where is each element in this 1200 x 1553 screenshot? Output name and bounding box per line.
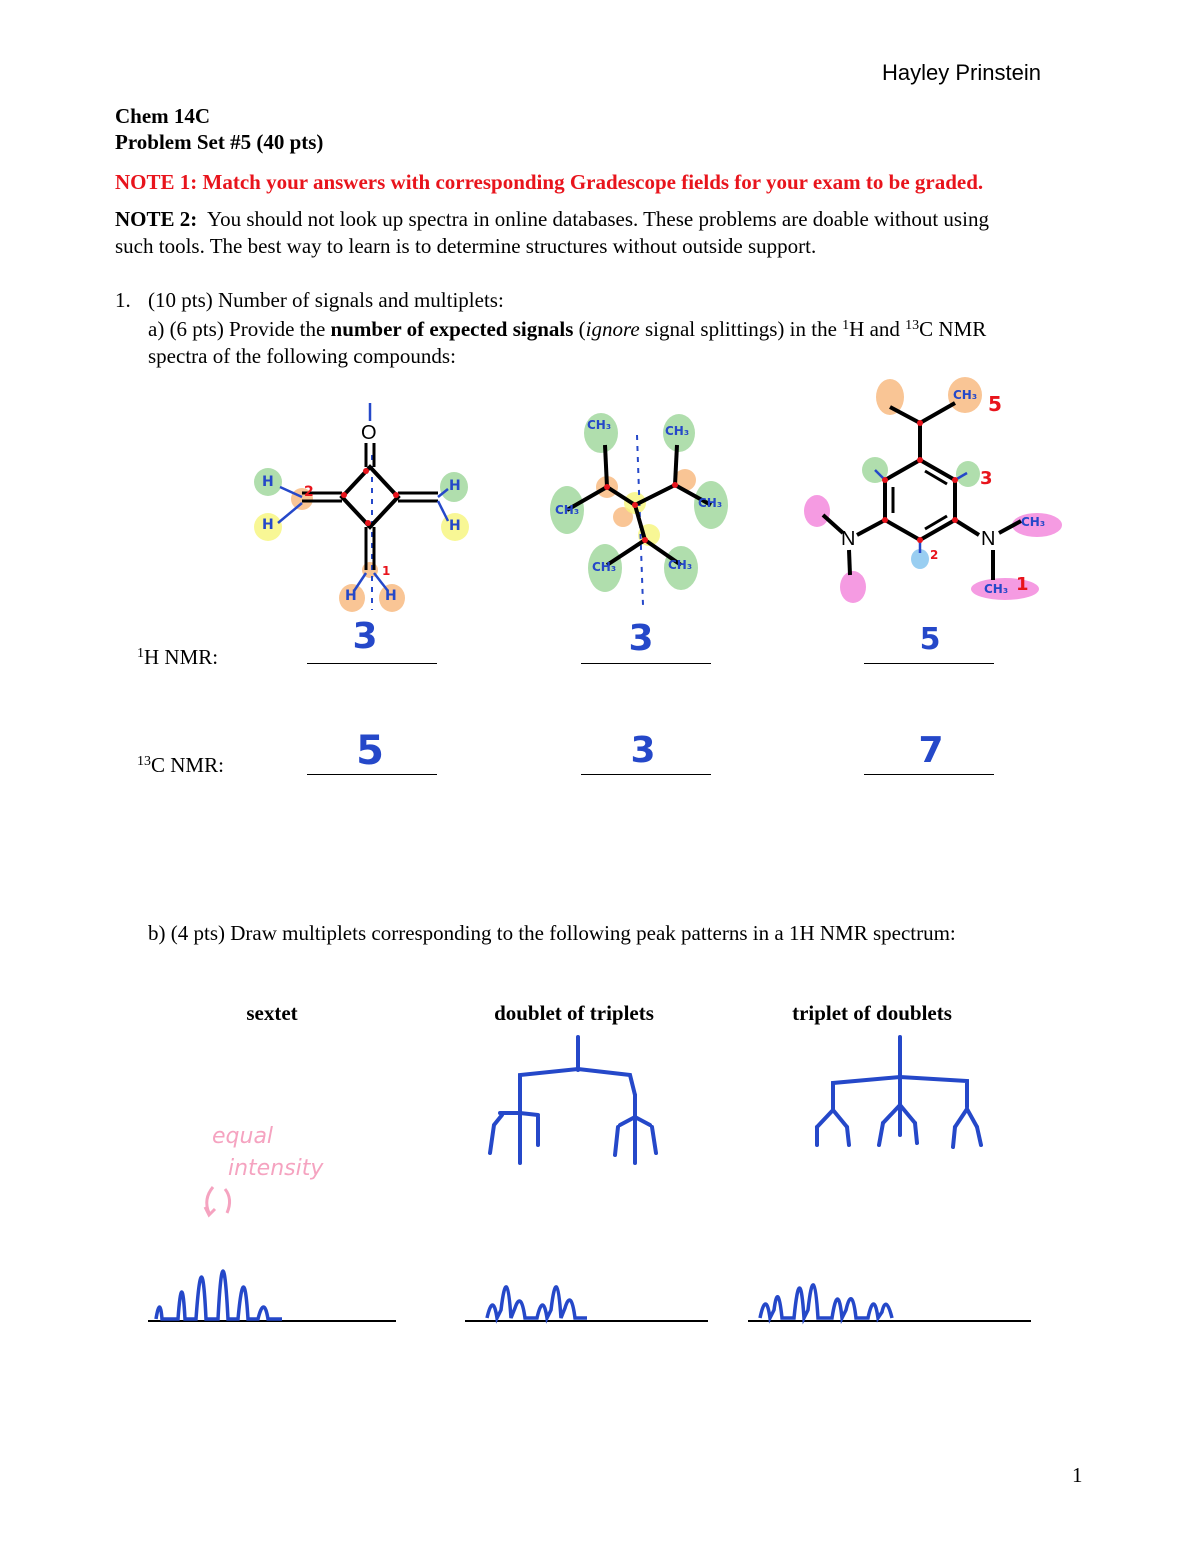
mark-2: 2 bbox=[930, 548, 939, 562]
h-nmr-answer-2: 3 bbox=[628, 618, 654, 659]
carbon-mark bbox=[393, 492, 399, 498]
course-title: Chem 14C bbox=[115, 104, 211, 128]
question-1b-text: b) (4 pts) Draw multiplets corresponding to the following peak patterns in a 1H NMR spectrum: bbox=[148, 921, 956, 945]
c-nmr-answer-2: 3 bbox=[630, 730, 656, 771]
q1a-sup-1: 1 bbox=[842, 318, 850, 333]
h-label: H bbox=[262, 517, 274, 533]
q1a-sup-13: 13 bbox=[905, 318, 920, 333]
h-label: H bbox=[449, 518, 461, 534]
question-1-number: 1. bbox=[115, 288, 131, 312]
methyl-label: CH₃ bbox=[587, 418, 612, 432]
h-label: H bbox=[385, 588, 397, 604]
methyl-label: CH₃ bbox=[592, 560, 617, 574]
answer-blank[interactable] bbox=[307, 774, 437, 775]
spectrum-sextet bbox=[148, 1215, 398, 1325]
carbon-mark bbox=[882, 517, 888, 523]
answer-blank[interactable] bbox=[581, 774, 711, 775]
splitting-tree-triplet-of-doublets bbox=[805, 1035, 990, 1150]
carbon-mark bbox=[882, 477, 888, 483]
q1a-italic: ignore bbox=[585, 317, 640, 341]
annotation-intensity: intensity bbox=[228, 1156, 324, 1181]
mark-1: 1 bbox=[382, 564, 391, 578]
mark-1: 1 bbox=[1016, 574, 1029, 595]
page-number: 1 bbox=[1072, 1463, 1083, 1487]
question-1a-line-1 bbox=[148, 316, 986, 342]
methyl-label: CH₃ bbox=[1021, 515, 1046, 529]
note-2-label: NOTE 2: bbox=[115, 207, 198, 231]
hl-pink bbox=[804, 495, 830, 527]
hl-green bbox=[956, 461, 980, 487]
answer-blank[interactable] bbox=[581, 663, 711, 664]
h-label: H bbox=[449, 478, 461, 494]
carbon-mark bbox=[917, 457, 923, 463]
hl-orange bbox=[876, 379, 904, 415]
pattern-label-triplet-of-doublets: triplet of doublets bbox=[792, 1001, 952, 1025]
note-1: NOTE 1: Match your answers with corresponding Gradescope fields for your exam to be graded. bbox=[115, 170, 984, 194]
h-nmr-answer-3: 5 bbox=[919, 622, 941, 657]
methyl-label: CH₃ bbox=[984, 582, 1009, 596]
author-name: Hayley Prinstein bbox=[882, 60, 1041, 85]
structure-3-diagram bbox=[795, 375, 1065, 605]
splitting-tree-doublet-of-triplets bbox=[480, 1035, 670, 1170]
h-nmr-label bbox=[137, 644, 218, 670]
carbon-mark bbox=[917, 537, 923, 543]
h-label: H bbox=[345, 588, 357, 604]
c-nmr-text: C NMR: bbox=[151, 753, 224, 777]
note-2-text: You should not look up spectra in online databases. These problems are doable without using bbox=[207, 207, 989, 231]
carbon-mark bbox=[365, 520, 371, 526]
h-nmr-answer-1: 3 bbox=[352, 616, 378, 657]
question-1-heading: (10 pts) Number of signals and multiplets: bbox=[148, 288, 504, 312]
q1a-mid: signal splittings) in the bbox=[639, 317, 843, 341]
carbon-mark bbox=[632, 502, 638, 508]
methyl-label: CH₃ bbox=[953, 388, 978, 402]
nitrogen-label: N bbox=[841, 528, 856, 550]
methyl-label: CH₃ bbox=[555, 503, 580, 517]
answer-blank[interactable] bbox=[864, 774, 994, 775]
mark-5: 5 bbox=[988, 392, 1002, 416]
answer-blank[interactable] bbox=[307, 663, 437, 664]
methyl-label: CH₃ bbox=[668, 558, 693, 572]
q1a-paren: ( bbox=[573, 317, 586, 341]
methyl-label: CH₃ bbox=[665, 424, 690, 438]
c-nmr-answer-1: 5 bbox=[356, 728, 384, 774]
mark-2: 2 bbox=[304, 484, 314, 500]
carbon-mark bbox=[952, 517, 958, 523]
methyl-label: CH₃ bbox=[698, 496, 723, 510]
note-2-line-1 bbox=[115, 206, 989, 232]
q1a-h: H and bbox=[849, 317, 906, 341]
carbon-mark bbox=[642, 537, 648, 543]
q1a-bold: number of expected signals bbox=[330, 317, 574, 341]
mark-3: 3 bbox=[980, 468, 993, 489]
q1a-c: C NMR bbox=[919, 317, 987, 341]
spectrum-doublet-of-triplets bbox=[465, 1250, 710, 1325]
q1a-prefix: a) (6 pts) Provide the bbox=[148, 317, 331, 341]
oxygen-label: O bbox=[361, 422, 377, 444]
answer-blank[interactable] bbox=[864, 663, 994, 664]
nitrogen-label: N bbox=[981, 528, 996, 550]
carbon-mark bbox=[341, 492, 347, 498]
h-label: H bbox=[262, 474, 274, 490]
pattern-label-sextet: sextet bbox=[246, 1001, 298, 1025]
h-nmr-sup: 1 bbox=[137, 646, 144, 661]
carbon-mark bbox=[363, 468, 369, 474]
spectrum-triplet-of-doublets bbox=[748, 1250, 1033, 1325]
c-nmr-answer-3: 7 bbox=[918, 730, 944, 771]
annotation-equal: equal bbox=[212, 1124, 274, 1149]
question-1a-line-2: spectra of the following compounds: bbox=[148, 344, 456, 368]
carbon-mark bbox=[604, 484, 610, 490]
carbon-mark bbox=[952, 477, 958, 483]
c-nmr-sup: 13 bbox=[137, 754, 151, 769]
carbon-mark bbox=[917, 420, 923, 426]
hl-pink bbox=[840, 571, 866, 603]
h-nmr-text: H NMR: bbox=[144, 645, 219, 669]
pattern-label-doublet-of-triplets: doublet of triplets bbox=[494, 1001, 654, 1025]
problem-set-title: Problem Set #5 (40 pts) bbox=[115, 130, 324, 154]
carbon-mark bbox=[672, 482, 678, 488]
structure-1-diagram bbox=[240, 395, 480, 620]
c-nmr-label bbox=[137, 752, 224, 778]
note-2-line-2: such tools. The best way to learn is to determine structures without outside support. bbox=[115, 234, 817, 258]
